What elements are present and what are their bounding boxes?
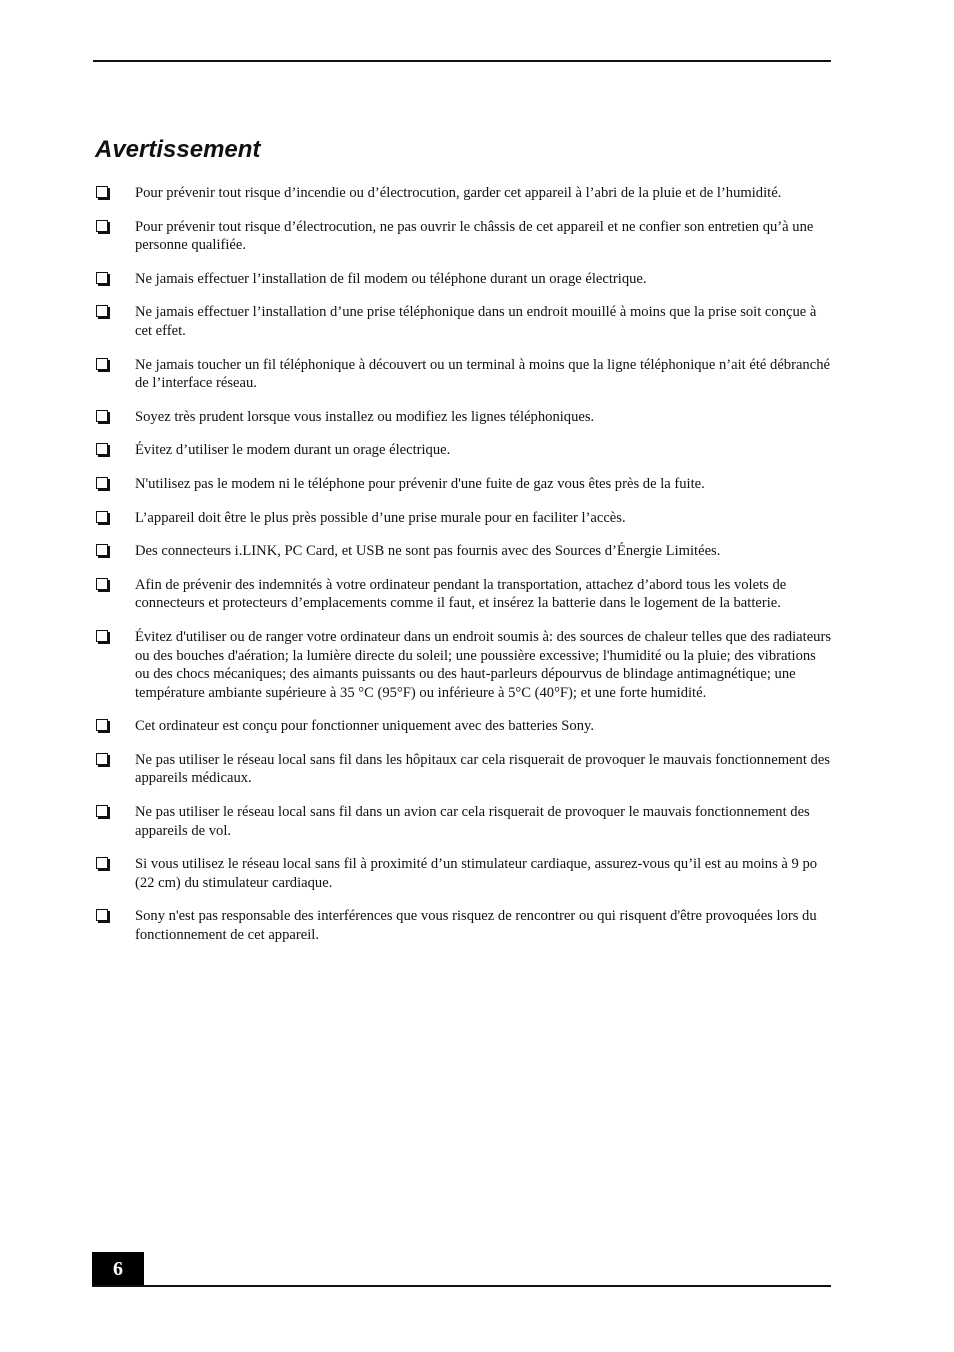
warning-text: Ne pas utiliser le réseau local sans fil dans un avion car cela risquerait de provoquer le mauvais fonctionnement des appareils de vol. xyxy=(135,804,810,839)
warning-text: Pour prévenir tout risque d’incendie ou d’électrocution, garder cet appareil à l’abri de la pluie et de l’humidité. xyxy=(135,185,782,201)
warning-text: Afin de prévenir des indemnités à votre ordinateur pendant la transportation, attachez d’abord tous les volets de connecteurs et protecteurs d’emplacements comme il faut, et insérez la batterie dans le logement de la batterie. xyxy=(135,576,787,612)
checkbox-icon xyxy=(96,857,108,869)
checkbox-icon xyxy=(96,443,108,455)
checkbox-icon xyxy=(96,477,108,489)
checkbox-icon xyxy=(96,805,108,817)
checkbox-icon xyxy=(96,272,108,284)
list-item xyxy=(95,475,831,494)
checkbox-icon xyxy=(96,220,108,232)
list-item xyxy=(95,576,831,613)
checkbox-icon xyxy=(96,578,108,590)
warning-text: Pour prévenir tout risque d’électrocution, ne pas ouvrir le châssis de cet appareil et ne confier son entretien qu’à une personne qualifiée. xyxy=(135,218,814,254)
warning-list xyxy=(95,184,831,960)
checkbox-icon xyxy=(96,909,108,921)
list-item xyxy=(95,628,831,702)
warning-text: Ne pas utiliser le réseau local sans fil dans les hôpitaux car cela risquerait de provoquer le mauvais fonctionnement des appareils médicaux. xyxy=(135,751,830,787)
checkbox-icon xyxy=(96,186,108,198)
list-item xyxy=(95,218,831,255)
list-item xyxy=(95,907,831,944)
list-item xyxy=(95,184,831,203)
warning-text: Sony n'est pas responsable des interférences que vous risquez de rencontrer ou qui risquent d'être provoquées lors du fonctionnement de cet appareil. xyxy=(135,908,817,944)
warning-text: Évitez d’utiliser le modem durant un orage électrique. xyxy=(135,442,451,459)
warning-text: Des connecteurs i.LINK, PC Card, et USB ne sont pas fournis avec des Sources d’Énergie Limitées. xyxy=(135,543,721,560)
list-item xyxy=(95,356,831,393)
checkbox-icon xyxy=(96,544,108,556)
warning-text: Cet ordinateur est conçu pour fonctionner uniquement avec des batteries Sony. xyxy=(135,718,595,735)
checkbox-icon xyxy=(96,358,108,370)
list-item xyxy=(95,303,831,340)
checkbox-icon xyxy=(96,305,108,317)
checkbox-icon xyxy=(96,719,108,731)
warning-text: N'utilisez pas le modem ni le téléphone pour prévenir d'une fuite de gaz vous êtes près de la fuite. xyxy=(135,475,705,492)
footer-rule xyxy=(92,1285,831,1287)
list-item xyxy=(95,270,831,289)
list-item xyxy=(95,441,831,460)
list-item xyxy=(95,803,831,840)
warning-text: Ne jamais effectuer l’installation de fil modem ou téléphone durant un orage électrique. xyxy=(135,270,647,287)
page-title: Avertissement xyxy=(95,136,261,163)
list-item xyxy=(95,717,831,736)
list-item xyxy=(95,542,831,561)
list-item xyxy=(95,408,831,427)
warning-text: L’appareil doit être le plus près possible d’une prise murale pour en faciliter l’accès. xyxy=(135,509,626,526)
warning-text: Si vous utilisez le réseau local sans fil à proximité d’un stimulateur cardiaque, assurez-vous qu’il est au moins à 9 po (22 cm) du stimulateur cardiaque. xyxy=(135,856,818,891)
list-item xyxy=(95,509,831,528)
checkbox-icon xyxy=(96,630,108,642)
header-rule xyxy=(93,60,831,62)
page-number: 6 xyxy=(92,1252,144,1287)
checkbox-icon xyxy=(96,410,108,422)
warning-text: Ne jamais effectuer l’installation d’une prise téléphonique dans un endroit mouillé à moins que la prise soit conçue à cet effet. xyxy=(135,304,817,339)
warning-text: Soyez très prudent lorsque vous installez ou modifiez les lignes téléphoniques. xyxy=(135,408,595,425)
list-item xyxy=(95,751,831,788)
warning-text: Ne jamais toucher un fil téléphonique à découvert ou un terminal à moins que la ligne téléphonique n’ait été débranché de l’interface réseau. xyxy=(135,356,830,392)
warning-text: Évitez d'utiliser ou de ranger votre ordinateur dans un endroit soumis à: des sources de chaleur telles que des radiateurs ou des bouches d'aération; la lumière directe du soleil; une poussière excessive; l'humidité ou la pluie; des vibrations ou des chocs mécaniques; des aimants puissants ou des haut-parleurs dépourvus de blindage antimagnétique; une température ambiante supérieure à 35 °C (95°F) ou inférieure à 5°C (40°F); et une forte humidité. xyxy=(135,628,832,701)
list-item xyxy=(95,855,831,892)
checkbox-icon xyxy=(96,753,108,765)
checkbox-icon xyxy=(96,511,108,523)
